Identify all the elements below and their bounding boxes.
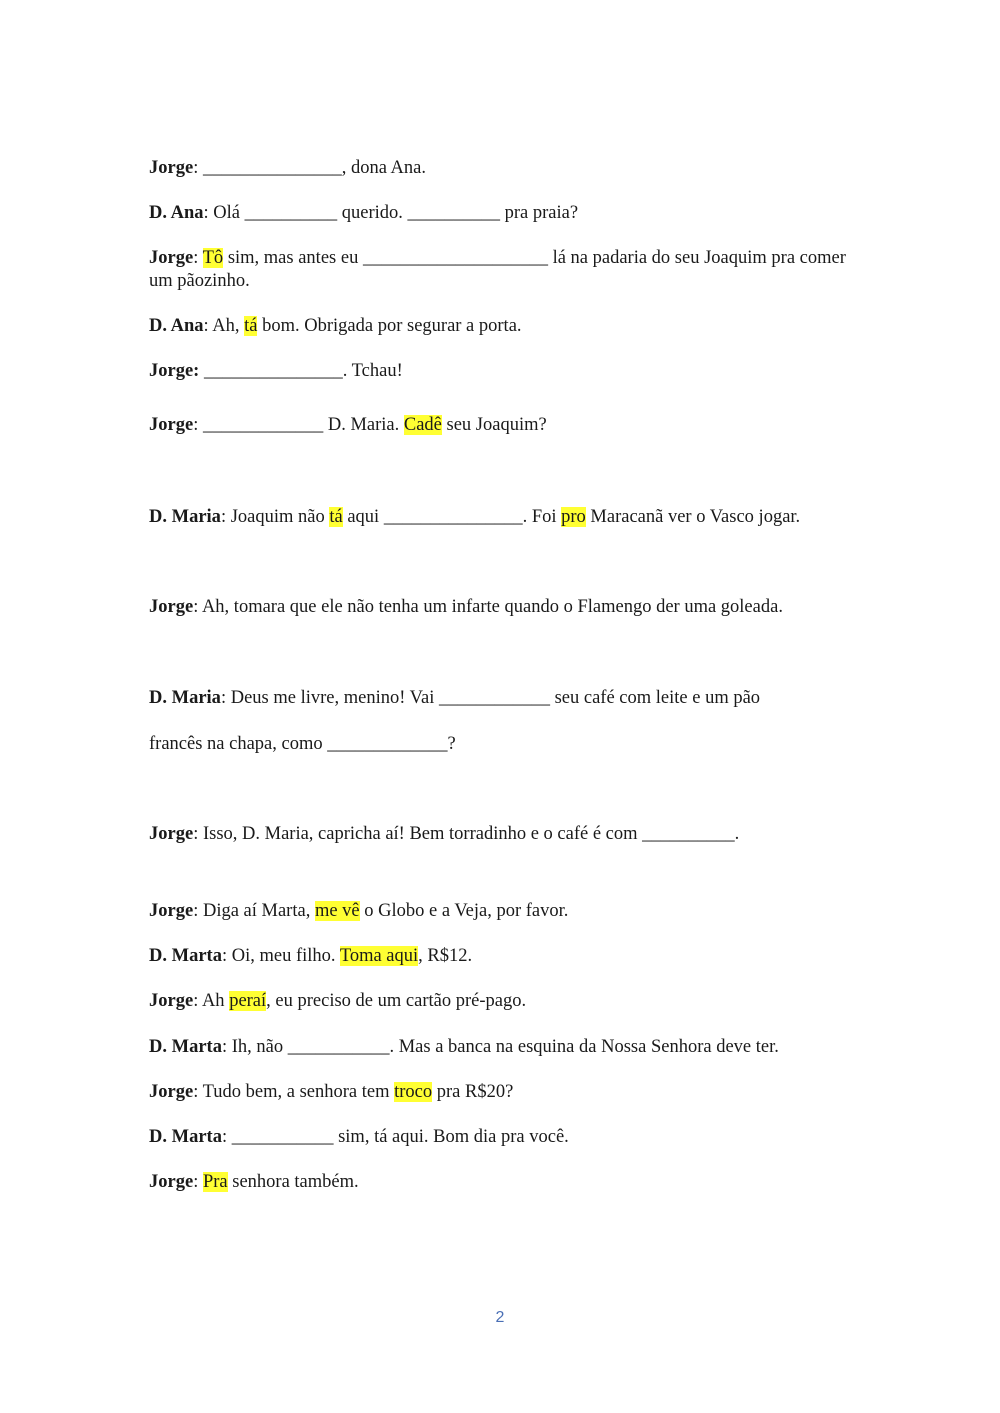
line-text: ___________ sim, tá aqui. Bom dia pra você. (231, 1127, 569, 1147)
line-text: : (203, 203, 214, 223)
speaker-name: Jorge (149, 824, 194, 844)
line-text: aqui _______________. Foi (342, 507, 562, 527)
speaker-name: Jorge (149, 158, 194, 178)
line-text: : (203, 316, 213, 336)
line-text: francês na chapa, como _____________? (149, 734, 456, 754)
line-text: : (193, 1172, 203, 1192)
dialogue-line (149, 687, 760, 710)
line-text: : (193, 415, 203, 435)
highlighted-word: Pra (202, 1172, 228, 1192)
line-text: _______________. Tchau! (199, 361, 403, 381)
line-text: Tudo bem, a senhora tem (202, 1082, 395, 1102)
line-text: Diga aí Marta, (202, 901, 315, 921)
line-text: : (193, 597, 202, 617)
highlighted-word: me vê (314, 901, 360, 921)
line-text: : (193, 1082, 203, 1102)
highlighted-word: Toma aqui (339, 946, 419, 966)
dialogue-line (149, 157, 426, 180)
speaker-name: D. Maria (149, 507, 221, 527)
dialogue-line (149, 414, 547, 437)
dialogue-line (149, 900, 568, 923)
highlighted-word: Cadê (403, 415, 442, 435)
speaker-name: Jorge (149, 901, 194, 921)
highlighted-word: peraí (229, 991, 267, 1011)
line-text: Deus me livre, menino! Vai ____________ seu café com leite e um pão (230, 688, 761, 708)
line-text: , R$12. (418, 946, 473, 966)
dialogue-line (149, 506, 800, 529)
speaker-name: Jorge (149, 1082, 194, 1102)
line-text: : (220, 688, 231, 708)
dialogue-line (149, 315, 522, 338)
dialogue-line (149, 1081, 513, 1104)
line-text: Oi, meu filho. (231, 946, 340, 966)
line-text: : (193, 158, 203, 178)
line-text: : (221, 946, 232, 966)
line-text: : (221, 1127, 232, 1147)
dialogue-line (149, 202, 578, 225)
highlighted-word: troco (394, 1082, 433, 1102)
line-text: : (221, 1037, 232, 1057)
dialogue-line (149, 1171, 359, 1194)
page-number: 2 (495, 1309, 505, 1326)
line-text: Ah, (212, 316, 245, 336)
line-text: , eu preciso de um cartão pré-pago. (266, 991, 527, 1011)
speaker-name: Jorge (149, 1172, 194, 1192)
line-text: : (193, 991, 202, 1011)
highlighted-word: Tô (202, 248, 224, 268)
highlighted-word: pro (561, 507, 586, 527)
line-text: sim, mas antes eu ____________________ lá na padaria do seu Joaquim pra comer um pãozinho. (149, 248, 846, 291)
speaker-name: D. Marta (149, 946, 222, 966)
dialogue-line (149, 596, 783, 619)
line-text: : (193, 248, 203, 268)
speaker-name: D. Ana (149, 203, 204, 223)
speaker-name: D. Marta (149, 1037, 222, 1057)
line-text: Maracanã ver o Vasco jogar. (585, 507, 801, 527)
dialogue-line (149, 1126, 569, 1149)
dialogue-line (149, 823, 739, 846)
line-text: : (193, 824, 203, 844)
line-text: Ih, não ___________. Mas a banca na esquina da Nossa Senhora deve ter. (231, 1037, 779, 1057)
line-text: Ah (201, 991, 230, 1011)
line-text: Olá __________ querido. __________ pra praia? (213, 203, 579, 223)
dialogue-line-continuation (149, 733, 456, 756)
line-text: _____________ D. Maria. (202, 415, 404, 435)
highlighted-word: tá (329, 507, 343, 527)
speaker-name: Jorge (149, 415, 194, 435)
line-text: Ah, tomara que ele não tenha um infarte quando o Flamengo der uma goleada. (201, 597, 783, 617)
line-text: : (193, 901, 203, 921)
line-text: Joaquim não (230, 507, 330, 527)
speaker-name: D. Marta (149, 1127, 222, 1147)
speaker-name: Jorge: (149, 361, 200, 381)
dialogue-line (149, 945, 472, 968)
speaker-name: D. Ana (149, 316, 204, 336)
dialogue-line (149, 990, 526, 1013)
speaker-name: Jorge (149, 991, 194, 1011)
line-text: pra R$20? (432, 1082, 514, 1102)
highlighted-word: tá (244, 316, 258, 336)
line-text: seu Joaquim? (441, 415, 547, 435)
dialogue-line (149, 1036, 779, 1059)
line-text: senhora também. (227, 1172, 359, 1192)
dialogue-line (149, 247, 849, 293)
speaker-name: Jorge (149, 248, 194, 268)
line-text: _______________, dona Ana. (202, 158, 426, 178)
speaker-name: Jorge (149, 597, 194, 617)
speaker-name: D. Maria (149, 688, 221, 708)
line-text: o Globo e a Veja, por favor. (359, 901, 569, 921)
line-text: : (220, 507, 231, 527)
line-text: bom. Obrigada por segurar a porta. (257, 316, 522, 336)
line-text: Isso, D. Maria, capricha aí! Bem torradinho e o café é com __________. (202, 824, 740, 844)
dialogue-line (149, 360, 403, 383)
